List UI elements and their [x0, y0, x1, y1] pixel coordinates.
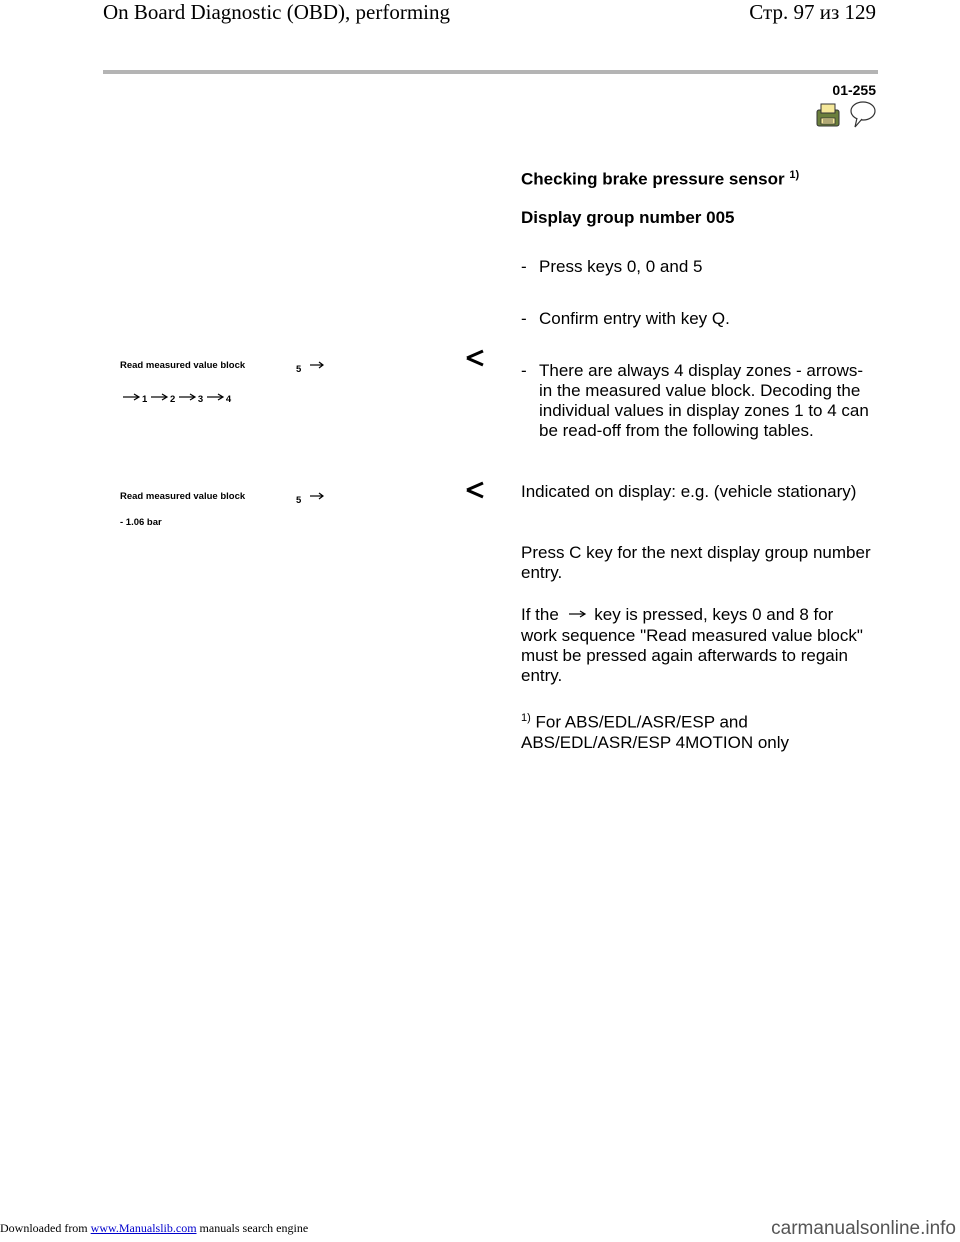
heading-footnote-mark: 1) — [789, 169, 800, 181]
step-confirm-entry: - Confirm entry with key Q. — [521, 309, 730, 328]
display1-zones: 1 2 3 4 — [122, 393, 231, 406]
display-group-heading: Display group number 005 — [521, 208, 735, 227]
header-divider — [103, 70, 878, 74]
display2-label: Read measured value block — [120, 491, 246, 502]
pointer-left-icon — [465, 481, 487, 499]
display1-arrow-icon — [309, 359, 325, 369]
display2-value: - 1.06 bar — [120, 517, 162, 528]
download-footer: Downloaded from www.Manualslib.com manuals search engine — [0, 1221, 309, 1235]
watermark: carmanualsonline.info — [771, 1218, 956, 1239]
display2-group: 5 — [296, 495, 302, 506]
footnote-mark: 1) — [521, 712, 531, 724]
printer-icon[interactable] — [817, 104, 839, 126]
display2-arrow-icon — [309, 490, 325, 500]
speech-bubble-icon[interactable] — [851, 102, 875, 127]
zone-arrow-icon — [206, 393, 226, 406]
indicated-on-display-text: Indicated on display: e.g. (vehicle stationary) — [521, 482, 857, 501]
zone-arrow-icon — [122, 393, 142, 406]
display1-label: Read measured value block — [120, 360, 246, 371]
zone-arrow-icon — [150, 393, 170, 406]
display1-group: 5 — [296, 364, 302, 375]
document-title: On Board Diagnostic (OBD), performing — [103, 0, 451, 24]
step-press-keys: - Press keys 0, 0 and 5 — [521, 257, 703, 276]
zone-arrow-icon — [178, 393, 198, 406]
section-heading: Checking brake pressure sensor $^{1)}$ — [521, 169, 800, 189]
page-counter: Стр. 97 из 129 — [749, 0, 876, 24]
footnote: $^{1)}$ For ABS/EDL/ASR/ESP and ABS/EDL/ASR/ESP 4MOTION only — [521, 712, 789, 752]
if-key-pressed-text: If the key is pressed, keys 0 and 8 for work sequence "Read measured value block" must be pressed again afterwards to regain entry. — [521, 605, 863, 685]
page-code: 01-255 — [832, 82, 876, 98]
toolbar-icons — [815, 100, 879, 130]
press-c-key-text: Press C key for the next display group number entry. — [521, 543, 871, 582]
pointer-left-icon — [465, 349, 487, 367]
step-display-zones: - There are always 4 display zones - arrows- in the measured value block. Decoding the individual values in display zones 1 to 4 can be read-off from the following tables. — [521, 361, 869, 440]
key-arrow-icon — [564, 606, 590, 626]
manualslib-link[interactable]: www.Manualslib.com — [90, 1221, 197, 1235]
